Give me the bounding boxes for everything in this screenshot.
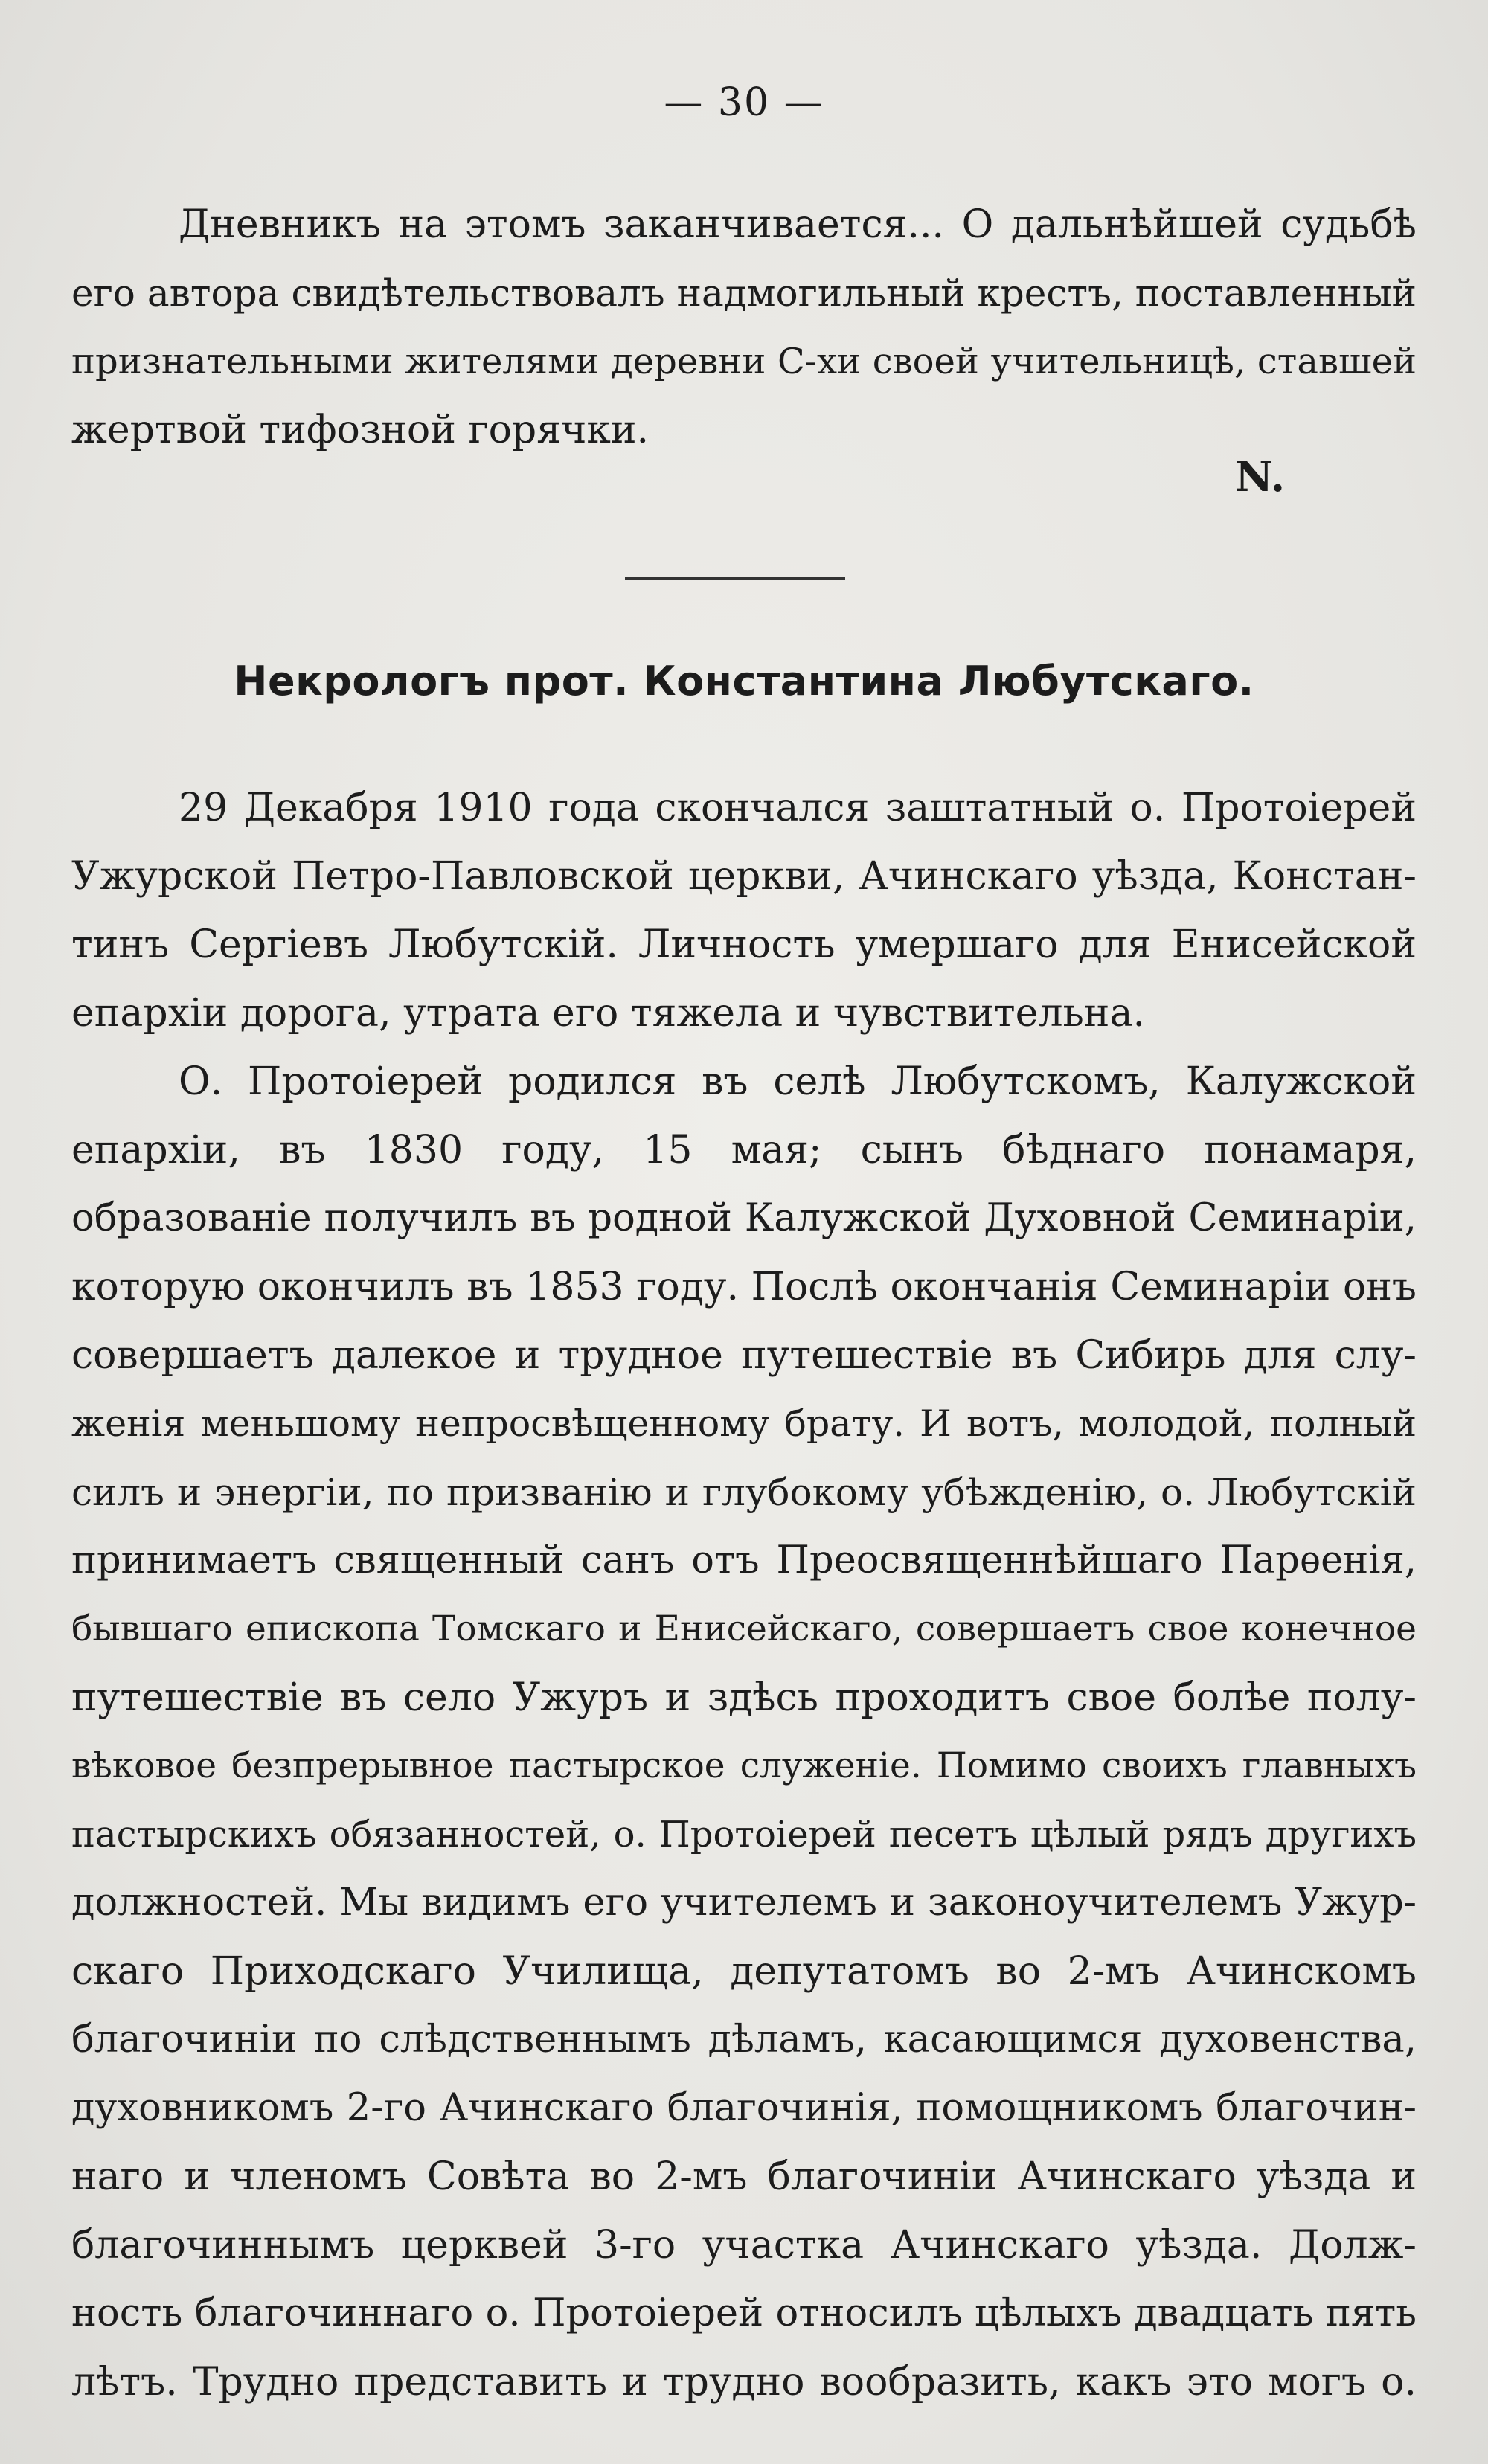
text-line: признательными жителями деревни С-хи своей учительницѣ, ставшей [71,341,1417,382]
text-line: благочиніи по слѣдственнымъ дѣламъ, касающимся духовенства, [71,2018,1417,2062]
text-line: епархіи, въ 1830 году, 15 мая; сынъ бѣднаго понамаря, [71,1128,1417,1172]
text-line: лѣтъ. Трудно представить и трудно вообразить, какъ это могъ о. [71,2360,1417,2404]
obituary-heading: Некрологъ прот. Константина Любутскаго. [234,658,1254,705]
text-line: духовникомъ 2-го Ачинскаго благочинія, помощникомъ благочин- [71,2086,1417,2130]
obituary-body [71,774,1417,2416]
text-line: скаго Приходскаго Училища, депутатомъ во 2-мъ Ачинскомъ [71,1949,1417,1994]
text-line: епархіи дорога, утрата его тяжела и чувствительна. [71,991,1145,1036]
text-line: его автора свидѣтельствовалъ надмогильный крестъ, поставленный [71,272,1417,315]
text-line: вѣковое безпрерывное пастырское служеніе. Помимо своихъ главныхъ [71,1745,1417,1786]
text-line: принимаетъ священный санъ отъ Преосвященнѣйшаго Парѳенія, [71,1539,1417,1582]
text-line: 29 Декабря 1910 года скончался заштатный о. Протоіерей [179,786,1417,830]
text-line: Ужурской Петро-Павловской церкви, Ачинскаго уѣзда, Констан- [71,854,1417,899]
text-line: ность благочиннаго о. Протоіерей относилъ цѣлыхъ двадцать пять [71,2291,1417,2335]
text-line: Дневникъ на этомъ заканчивается... О дальнѣйшей судьбѣ [179,202,1417,247]
text-line: путешествіе въ село Ужуръ и здѣсь проходитъ свое болѣе полу- [71,1675,1417,1720]
text-line: благочиннымъ церквей 3-го участка Ачинскаго уѣзда. Долж- [71,2223,1417,2268]
text-line: должностей. Мы видимъ его учителемъ и законоучителемъ Ужур- [71,1881,1417,1925]
text-line: силъ и энергіи, по призванію и глубокому убѣжденію, о. Любутскій [71,1471,1417,1514]
text-line: совершаетъ далекое и трудное путешествіе въ Сибирь для слу- [71,1333,1417,1378]
text-line: жертвой тифозной горячки. [71,408,650,452]
diary-ending-paragraph [71,190,1417,464]
page-number: — 30 — [664,80,824,125]
text-line: женія меньшому непросвѣщенному брату. И вотъ, молодой, полный [71,1402,1417,1445]
text-line: бывшаго епископа Томскаго и Енисейскаго, совершаетъ свое конечное [71,1608,1417,1649]
text-line: наго и членомъ Совѣта во 2-мъ благочиніи Ачинскаго уѣзда и [71,2155,1417,2199]
text-line: О. Протоіерей родился въ селѣ Любутскомъ, Калужской [179,1059,1417,1104]
text-line: которую окончилъ въ 1853 году. Послѣ окончанія Семинаріи онъ [71,1265,1417,1309]
text-line: образованіе получилъ въ родной Калужской Духовной Семинаріи, [71,1196,1417,1240]
text-line: тинъ Сергіевъ Любутскій. Личность умершаго для Енисейской [71,923,1417,967]
section-divider [625,577,845,580]
text-line: пастырскихъ обязанностей, о. Протоіерей песетъ цѣлый рядъ другихъ [71,1814,1417,1855]
author-signature: N. [1235,452,1286,501]
